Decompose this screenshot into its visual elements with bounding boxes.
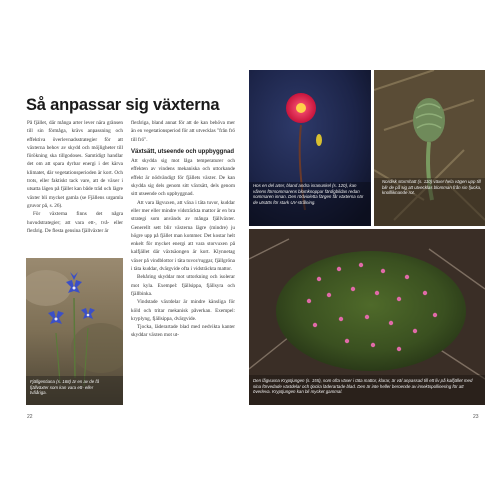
section-subheading: Växtsätt, utseende och uppbyggnad: [131, 148, 235, 155]
column2-paragraph-5: Vindstade växtdelar är mindre känsliga för köld och tritar mekanisk påverkan. Exempel: kryplyng, fjällsippa, dvärgvide.: [131, 299, 235, 322]
column2-paragraph-4: Behåring skyddar mot uttorkning och isolerar mot kyla. Exempel: fjällsippa, fjällsyra och fjällbinka.: [131, 274, 235, 297]
pink-flower-caption: Hos en del arter, bland andra isranunkel (s. 120), kan vårens förrsommarens blomknoppar färdigbildas redan sommaren innan. Den rödvioletta färgen får växterna när de utsätts för stark UV-strålning.: [253, 183, 364, 205]
moss-campion-caption: Den lågvuxna Kryptjungen (s. 155), som ofta växer i täta mattor, klarar, är väl anpassad till ett liv på kalfjället med sina förvedade växtdelar och tjocka läderartade blad. Den är inte heller beroende av insektspollinering för att överleva. Kryptjungen kan bli mycket gammal.: [253, 378, 473, 395]
intro-paragraph: På fjället, där många arter lever nära gränsen till sin förmåga, krävs anpassning och effektiva överlevnadsstrategier för att växterna behov av skydd och möjligheter till förökning ska tillgodoses. Samtidigt handlar det om att spara dyrbar energi i det kärva klimatet, där vegetationsperioden är kort. Och trots, eller faktiskt tack vare, att de växer i utsatta lägen på fjället kan både träd och lägre växter bli mycket gamla (se Fjällens urgamla gruvor på, s. 26).: [27, 120, 123, 209]
column2-paragraph-2: Att skydda sig mot låga temperaturer och effekten av vindens mekaniska och uttorkande effekt är nödvändigt för fjällets växter. De kan skydda sig dels genom sitt växtsätt, dels genom sitt utseende och uppbyggnad.: [131, 158, 235, 198]
strategy-paragraph: För växterna finns det några huvudstrategier; att vara ett-, två- eller flerårig. De flesta gensina fjällväxter är: [27, 211, 123, 234]
fiddlehead-illustration: [374, 70, 485, 226]
gentian-photo: [26, 258, 123, 405]
fiddlehead-caption: Nordisk stormhatt (s. 110) växer hela vägen upp till blir de på sig att utvecklas blomman från sin fjucka, knollliknande rot.: [382, 179, 482, 196]
page-number-right: 23: [473, 414, 479, 420]
text-column-2: [131, 119, 235, 340]
page-number-left: 22: [27, 414, 33, 420]
pink-flower-photo: [249, 70, 371, 226]
column2-paragraph-6: Tjocka, läderartade blad med nedvikta kanter skyddar växten mot ut-: [131, 324, 235, 339]
text-column-1: [27, 119, 123, 235]
fiddlehead-photo: [374, 70, 485, 226]
gentian-caption: Fjällgentiana (s. 168) är en av de få fjällväxter som kan vara ett- eller tvååriga.: [30, 379, 100, 396]
page-title: Så anpassar sig växterna: [26, 96, 220, 114]
column2-paragraph-3: Att vara lågvuxen, att växa i täta tuvor, kuddar eller mer eller mindre vidsträckta mattor är en bra strategi som används av många fjällväxter. Generellt sett blir växterna lägre (mindre) ju högre upp på fjället man kommer. Det kostar helt enkelt för mycket energi att vara storvuxen på kalfjället där växtsäongen är kort. Klynnetag växer på vindblottor i täta tuvor/ruggar, fjällgröna i täta kuddar, dvärgvide ofta i vidsträckta mattor.: [131, 199, 235, 273]
moss-campion-photo: [249, 229, 485, 405]
column2-paragraph-1: fleråriga, bland annat för att de kan behöva mer än en vegetationsperiod för att utvecklas "från frö till frö".: [131, 120, 235, 143]
